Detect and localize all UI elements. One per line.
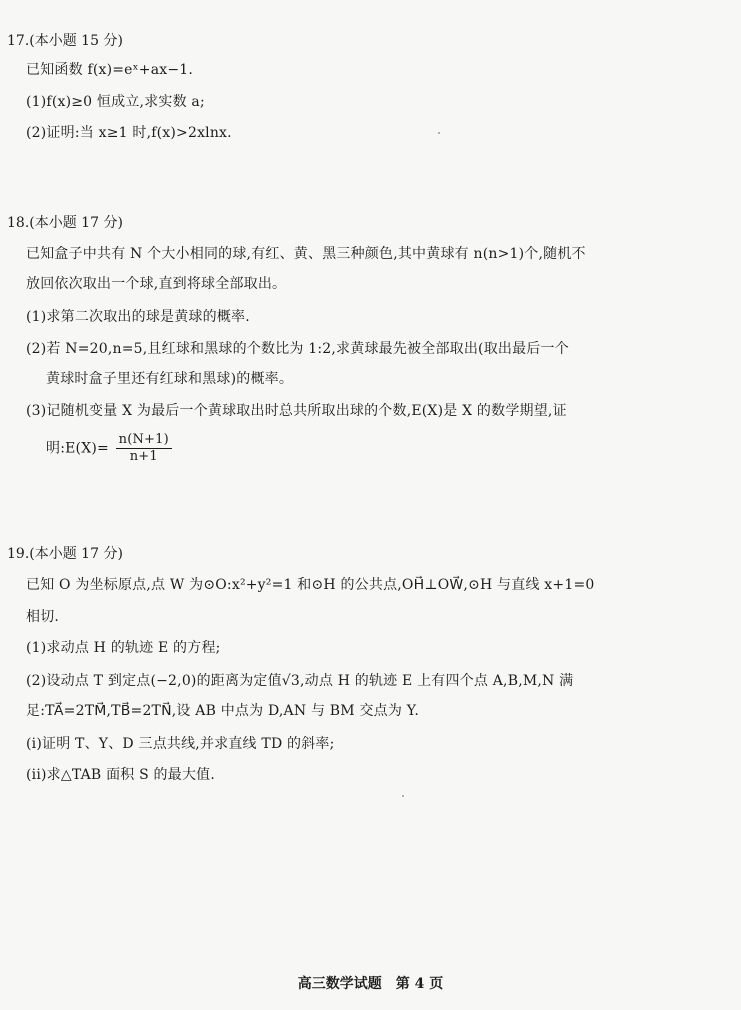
- problem-text-line: 明:E(X)=: [46, 440, 109, 457]
- problem-text-line: 相切.: [26, 609, 60, 625]
- fraction: [116, 432, 172, 465]
- problem-text-line: 已知 O 为坐标原点,点 W 为⊙O:x²+y²=1 和⊙H 的公共点,OH⃗⊥OW⃗,⊙H 与直线 x+1=0: [26, 577, 595, 593]
- expectation-formula: [46, 432, 172, 465]
- problem-text-line: (2)若 N=20,n=5,且红球和黑球的个数比为 1:2,求黄球最先被全部取出(取出最后一个: [26, 341, 569, 357]
- problem-text-line: (1)求动点 H 的轨迹 E 的方程;: [26, 640, 221, 656]
- problem-text-line: 足:TA⃗=2TM⃗,TB⃗=2TN⃗,设 AB 中点为 D,AN 与 BM 交点为 Y.: [26, 703, 420, 719]
- problem-text-line: 已知盒子中共有 N 个大小相同的球,有红、黄、黑三种颜色,其中黄球有 n(n>1)个,随机不: [26, 246, 586, 262]
- problem-text-line: (1)f(x)≥0 恒成立,求实数 a;: [26, 94, 205, 110]
- problem-heading: 17.(本小题 15 分): [7, 33, 123, 49]
- page-footer: 高三数学试题 第 4 页: [297, 976, 444, 992]
- problem-text-line: (ii)求△TAB 面积 S 的最大值.: [26, 767, 216, 783]
- fraction-denominator: n+1: [129, 449, 158, 464]
- problem-text-line: 黄球时盒子里还有红球和黑球)的概率。: [46, 371, 294, 387]
- problem-text-line: (i)证明 T、Y、D 三点共线,并求直线 TD 的斜率;: [26, 736, 335, 752]
- problem-heading: 18.(本小题 17 分): [7, 215, 123, 231]
- problem-text-line: 放回依次取出一个球,直到将球全部取出。: [26, 276, 287, 292]
- scan-speck: [438, 132, 440, 134]
- fraction-numerator: n(N+1): [116, 432, 172, 449]
- problem-text-line: (2)证明:当 x≥1 时,f(x)>2xlnx.: [26, 125, 232, 141]
- problem-text-line: (1)求第二次取出的球是黄球的概率.: [26, 309, 250, 325]
- problem-text-line: (3)记随机变量 X 为最后一个黄球取出时总共所取出球的个数,E(X)是 X 的数学期望,证: [26, 403, 567, 419]
- problem-text-line: 已知函数 f(x)=eˣ+ax−1.: [26, 62, 194, 78]
- problem-heading: 19.(本小题 17 分): [7, 546, 123, 562]
- scan-speck: [402, 795, 404, 797]
- problem-text-line: (2)设动点 T 到定点(−2,0)的距离为定值√3,动点 H 的轨迹 E 上有四个点 A,B,M,N 满: [26, 673, 574, 689]
